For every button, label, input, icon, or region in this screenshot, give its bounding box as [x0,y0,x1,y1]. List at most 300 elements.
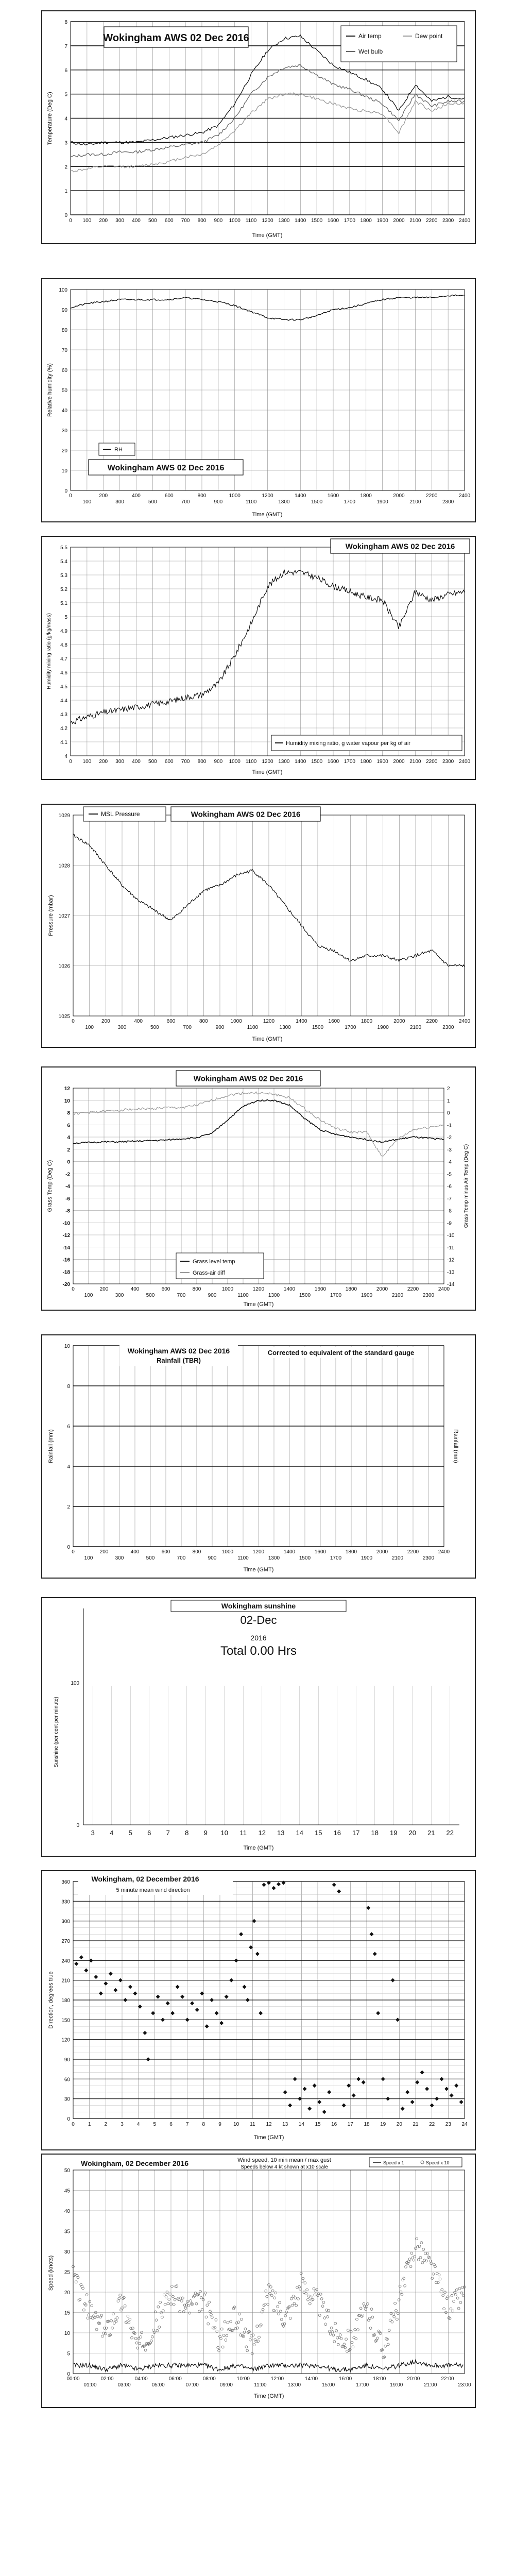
wspd-xtick: 03:00 [117,2382,131,2388]
wspd-point-x10 [207,2323,210,2325]
wdir-point [205,2024,209,2028]
wspd-point-x10 [135,2342,138,2344]
wdir-subtitle: 5 minute mean wind direction [116,1887,190,1893]
wspd-point-x10 [159,2301,162,2303]
grass-xtick: 1000 [221,1286,234,1292]
temp-xtick: 2100 [409,218,421,224]
wspd-point-x10 [157,2306,160,2308]
wspd-point-x10 [384,2345,387,2347]
sun-xtick: 17 [352,1829,360,1837]
temp-xtick: 900 [214,218,223,224]
wspd-point-x10 [409,2265,412,2268]
rh-xtick: 1100 [245,499,257,505]
grass-xtick: 2300 [422,1293,435,1298]
wspd-point-x10 [451,2294,453,2297]
rain-xtick: 1100 [237,1555,249,1561]
wdir-point [450,2093,454,2097]
temp-xtick: 1200 [262,218,273,224]
rain-ytick: 10 [64,1344,70,1349]
rh-xtick: 2100 [409,499,421,505]
wspd-legend-label: Speed x 1 [383,2160,404,2165]
wdir-point [234,1958,238,1962]
rain-xtick: 800 [192,1549,201,1555]
temp-xtick: 1900 [376,218,388,224]
mix-ytick: 4.9 [60,629,67,634]
wspd-point-x10 [210,2313,213,2316]
wspd-point-x10 [345,2338,348,2341]
mix-ytick: 5 [64,615,67,620]
mix-xtick: 700 [181,759,190,765]
wdir-point [362,2080,366,2084]
wspd-point-x10 [200,2296,203,2299]
wspd-point-x10 [266,2295,268,2298]
pres-xtick: 2100 [409,1025,422,1030]
rh-ytick: 0 [64,488,67,494]
wdir-point [288,2103,292,2107]
grass-ytick: -16 [62,1257,70,1263]
grass-xtick: 2100 [391,1293,404,1298]
wspd-xtick: 04:00 [134,2376,148,2382]
grass-ytick: -4 [65,1184,70,1190]
rh-xtick: 1600 [327,493,339,499]
rh-ytick: 50 [61,388,67,394]
grass-xtick: 800 [192,1286,201,1292]
wdir-point [133,1991,137,1995]
wspd-point-x10 [455,2294,457,2296]
sun-ylabel: Sunshine (per cent per minute) [54,1697,59,1768]
wdir-point [219,2021,224,2025]
wdir-point [190,2001,194,2005]
temp-ytick: 1 [64,189,67,195]
sun-xtick: 11 [239,1829,247,1837]
pres-xtick: 1000 [230,1019,242,1024]
wdir-point [118,1978,123,1982]
temp-xtick: 600 [164,218,174,224]
wspd-point-x10 [388,2329,390,2332]
wdir-ytick: 300 [61,1919,70,1925]
wind-direction-chart [42,1871,475,2149]
wdir-point [180,1995,184,1999]
wspd-point-x10 [127,2315,129,2317]
grass-xtick: 2400 [438,1286,450,1292]
pres-xtick: 1800 [360,1019,373,1024]
wspd-point-x10 [158,2326,161,2329]
wdir-point [215,2011,219,2015]
wspd-point-x10 [297,2298,300,2300]
mix-legend-label: Humidity mixing ratio, g water vapour per kg of air [286,740,411,747]
sun-xtick: 16 [333,1829,341,1837]
sun-year: 2016 [250,1634,267,1642]
wspd-point-x10 [334,2322,337,2325]
wdir-point [293,2077,297,2081]
rain-xtick: 1900 [360,1555,373,1561]
wspd-ytick: 40 [64,2209,70,2214]
wdir-xtick: 16 [331,2122,337,2127]
wdir-point [307,2107,312,2111]
grass-ytick-right: -5 [447,1172,452,1178]
pres-xtick: 800 [199,1019,208,1024]
wdir-point [322,2110,327,2114]
mix-ytick: 4.7 [60,656,67,662]
pres-xtick: 1500 [312,1025,324,1030]
temp-xlabel: Time (GMT) [252,232,283,239]
rh-xtick: 0 [69,493,72,499]
wspd-point-x10 [439,2278,441,2280]
sun-total: Total 0.00 Hrs [220,1644,297,1658]
rh-xtick: 2400 [458,493,471,499]
wspd-ytick: 20 [64,2290,70,2296]
wspd-point-x10 [96,2315,99,2318]
wdir-point [298,2097,302,2101]
pres-title: Wokingham AWS 02 Dec 2016 [191,810,301,819]
sun-xtick: 18 [371,1829,379,1837]
grass-ytick: -8 [65,1208,70,1214]
wspd-point-x10 [331,2331,334,2333]
rain-xtick: 300 [115,1555,124,1561]
pres-ytick: 1026 [58,963,70,970]
sun-ytick: 100 [71,1681,79,1686]
wdir-point [454,2083,458,2088]
rh-xtick: 1700 [344,499,355,505]
wspd-ytick: 15 [64,2310,70,2316]
wdir-ytick: 30 [64,2096,70,2103]
temp-ytick: 2 [64,164,67,171]
pres-xtick: 900 [215,1025,225,1030]
grass-temp-chart-panel [41,1066,476,1311]
wdir-ytick: 270 [61,1939,70,1944]
wspd-xtick: 06:00 [168,2376,182,2382]
wspd-point-x10 [280,2318,283,2321]
rh-xtick: 400 [132,493,141,499]
rain-xtick: 2100 [391,1555,404,1561]
wspd-point-x10 [300,2272,302,2275]
wdir-point [249,1945,253,1950]
wspd-point-x10 [261,2311,263,2313]
wdir-point [225,1995,229,1999]
wspd-point-x10 [294,2297,297,2299]
wdir-point [370,1932,374,1936]
rain-ylabel-right: Rainfall (mm) [453,1429,459,1463]
wspd-ytick: 30 [64,2249,70,2255]
rain-title: Wokingham AWS 02 Dec 2016 [127,1347,230,1355]
rain-ylabel: Rainfall (mm) [48,1429,54,1463]
rh-xlabel: Time (GMT) [252,512,283,518]
mix-xtick: 400 [132,759,141,765]
temp-legend-label: Air temp [358,32,382,40]
temp-ytick: 7 [64,43,67,49]
sun-xtick: 8 [185,1829,189,1837]
grass-legend-label: Grass-air diff [193,1270,225,1276]
rain-xtick: 2000 [376,1549,388,1555]
wspd-point-x10 [431,2277,434,2280]
wspd-point-x10 [313,2287,315,2290]
wspd-point-x10 [245,2346,248,2348]
wspd-point-x10 [279,2301,281,2304]
wspd-point-x10 [199,2290,202,2293]
temp-xtick: 1700 [344,218,355,224]
mix-xtick: 2100 [409,759,421,765]
wspd-ytick: 5 [67,2351,70,2357]
wdir-xtick: 21 [413,2122,419,2127]
wspd-point-x10 [299,2288,301,2291]
wdir-ytick: 90 [64,2057,70,2063]
sun-xtick: 20 [408,1829,416,1837]
wspd-point-x10 [151,2335,154,2338]
temp-xtick: 1500 [311,218,323,224]
rh-xtick: 1900 [376,499,388,505]
grass-xtick: 2200 [407,1286,419,1292]
pres-xtick: 500 [150,1025,159,1030]
mix-ytick: 5.1 [60,601,67,606]
wdir-point [272,1886,276,1890]
temp-legend-label: Dew point [415,32,443,40]
sun-xtick: 4 [110,1829,114,1837]
temp-xtick: 1400 [295,218,306,224]
wspd-point-x10 [253,2344,255,2346]
wdir-point [415,2080,419,2084]
wdir-xtick: 0 [72,2122,75,2127]
pres-xtick: 0 [72,1019,75,1024]
mix-xtick: 0 [69,759,72,765]
grass-xtick: 300 [115,1293,124,1298]
wdir-xtick: 11 [250,2122,255,2127]
wind-speed-chart [42,2155,475,2407]
pres-xtick: 1700 [345,1025,356,1030]
pres-ytick: 1025 [58,1014,70,1020]
mix-ytick: 5.4 [60,559,67,565]
grass-xtick: 400 [130,1286,140,1292]
wspd-point-x10 [134,2337,137,2340]
wspd-point-x10 [82,2287,84,2290]
grass-ytick: -18 [62,1269,70,1276]
pres-xtick: 1900 [377,1025,389,1030]
temp-xtick: 1800 [360,218,372,224]
wdir-ytick: 330 [61,1899,70,1905]
wspd-point-x10 [131,2336,133,2339]
mix-xtick: 500 [148,759,157,765]
wspd-point-x10 [269,2286,272,2289]
sunshine-chart-panel [41,1597,476,1857]
wspd-ytick: 35 [64,2229,70,2235]
wdir-point [166,2001,170,2005]
wdir-point [347,2083,351,2088]
wspd-point-x10 [408,2258,411,2261]
wdir-xtick: 19 [380,2122,386,2127]
wdir-point [366,1906,370,1910]
wspd-point-x10 [420,2242,423,2244]
grass-xtick: 600 [161,1286,170,1292]
rh-title: Wokingham AWS 02 Dec 2016 [107,464,225,472]
wspd-point-x10 [293,2302,296,2305]
grass-xtick: 700 [177,1293,186,1298]
wdir-xtick: 18 [364,2122,370,2127]
wspd-legend-label: Speed x 10 [426,2160,450,2165]
mix-ytick: 4.3 [60,712,67,718]
pressure-chart [42,805,475,1047]
grass-xtick: 2000 [376,1286,388,1292]
wspd-point-x10 [88,2314,90,2316]
wspd-xtick: 00:00 [66,2376,80,2382]
wdir-point [128,1985,132,1989]
temp-ytick: 6 [64,67,67,74]
wspd-point-x10 [153,2331,156,2334]
rh-xtick: 200 [99,493,108,499]
wspd-point-x10 [265,2290,267,2293]
wspd-point-x10 [323,2317,326,2319]
wspd-point-x10 [393,2315,396,2318]
pres-xtick: 700 [183,1025,192,1030]
pres-ytick: 1028 [58,863,70,869]
rh-xtick: 1800 [360,493,372,499]
wdir-point [373,1952,377,1956]
temp-xtick: 2200 [426,218,438,224]
wspd-point-x10 [284,2314,287,2317]
wspd-point-x10 [363,2302,365,2305]
wspd-point-x10 [240,2318,243,2321]
pres-xlabel: Time (GMT) [252,1036,283,1042]
wspd-xtick: 16:00 [339,2376,352,2382]
wspd-point-x10 [225,2339,227,2342]
wspd-point-x10 [308,2302,311,2305]
wspd-point-x10 [186,2300,189,2303]
wdir-xtick: 10 [233,2122,239,2127]
wspd-point-x10 [329,2333,332,2335]
wspd-ytick: 10 [64,2331,70,2336]
temp-ytick: 0 [64,213,67,218]
wdir-point [146,2057,150,2061]
rh-xtick: 300 [115,499,124,505]
wdir-ylabel: Direction, degrees true [48,1971,54,2029]
pres-ytick: 1029 [58,813,70,819]
wdir-point [303,2087,307,2091]
pres-ylabel: Pressure (mbar) [48,895,54,936]
wdir-xtick: 1 [88,2122,91,2127]
mix-ylabel: Humidity mixing ratio (g/kg/mass) [46,613,52,689]
rh-xtick: 800 [197,493,207,499]
grass-ytick-right: -9 [447,1221,452,1227]
wspd-point-x10 [413,2259,415,2261]
rain-xtick: 0 [72,1549,75,1555]
rain-xtick: 1700 [330,1555,342,1561]
wdir-xtick: 23 [445,2122,451,2127]
wdir-point [99,1991,103,1995]
wspd-point-x10 [387,2343,389,2346]
wspd-point-x10 [91,2304,93,2307]
wspd-xtick: 05:00 [151,2382,165,2388]
wspd-point-x10 [174,2298,176,2301]
wdir-point [332,1883,336,1887]
wspd-point-x10 [272,2309,275,2312]
pres-xtick: 300 [117,1025,127,1030]
wspd-ytick: 50 [64,2168,70,2174]
wspd-point-x10 [276,2310,278,2312]
mix-xtick: 600 [164,759,174,765]
wspd-point-x10 [85,2294,88,2296]
wspd-point-x10 [184,2307,187,2310]
wspd-xtick: 10:00 [236,2376,250,2382]
pres-xtick: 200 [101,1019,110,1024]
wdir-point [430,2103,434,2107]
rain-xtick: 900 [208,1555,217,1561]
wspd-point-x10 [350,2330,352,2333]
mix-xtick: 1900 [376,759,388,765]
wspd-point-x10 [351,2341,353,2344]
grass-ytick-right: -3 [447,1147,452,1153]
wspd-point-x10 [206,2304,209,2307]
wdir-point [283,2090,287,2094]
wdir-point [327,2090,331,2094]
temp-xtick: 700 [181,218,190,224]
grass-xtick: 1900 [360,1293,373,1298]
wspd-point-x10 [141,2331,143,2334]
wspd-point-x10 [202,2298,204,2301]
wspd-point-x10 [328,2330,331,2333]
wspd-point-x10 [156,2329,159,2332]
mix-xtick: 2400 [458,759,471,765]
wspd-point-x10 [304,2282,306,2284]
wdir-ytick: 210 [61,1978,70,1984]
wspd-point-x10 [376,2337,379,2340]
wspd-point-x10 [356,2318,358,2320]
wspd-point-x10 [432,2273,435,2275]
wspd-xtick: 14:00 [305,2376,318,2382]
pres-xtick: 600 [166,1019,176,1024]
wspd-xtick: 01:00 [83,2382,97,2388]
grass-ytick: -20 [62,1282,70,1287]
wspd-point-x10 [140,2336,142,2338]
mix-xtick: 2200 [426,759,438,765]
grass-xtick: 0 [72,1286,75,1292]
wspd-xtick: 12:00 [271,2376,284,2382]
mix-xtick: 1000 [229,759,241,765]
wspd-xtick: 17:00 [356,2382,369,2388]
wdir-ytick: 360 [61,1879,70,1885]
wspd-xtick: 02:00 [100,2376,114,2382]
wspd-point-x10 [171,2295,174,2298]
grass-ytick-right: -2 [447,1135,452,1141]
rh-xtick: 900 [214,499,223,505]
wspd-point-x10 [455,2289,458,2291]
wdir-point [435,2097,439,2101]
mix-xtick: 1300 [278,759,290,765]
temp-ytick: 3 [64,140,67,146]
grass-ytick: -10 [62,1221,70,1227]
grass-xlabel: Time (GMT) [243,1301,274,1308]
sun-xtick: 10 [220,1829,228,1837]
wspd-point-x10 [221,2346,224,2348]
pres-xtick: 100 [85,1025,94,1030]
wspd-point-x10 [277,2306,279,2308]
wspd-point-x10 [168,2298,170,2300]
wdir-point [401,2107,405,2111]
wspd-point-x10 [327,2316,329,2318]
mix-ytick: 4.1 [60,740,67,745]
grass-ylabel: Grass Temp (Deg C) [47,1160,53,1212]
grass-xtick: 1400 [283,1286,296,1292]
grass-ytick: 12 [64,1086,70,1092]
grass-xtick: 1800 [345,1286,357,1292]
mix-xtick: 200 [99,759,108,765]
rh-ytick: 90 [61,308,67,313]
wdir-point [259,2011,263,2015]
grass-ytick: 2 [67,1147,70,1153]
wspd-point-x10 [290,2297,293,2300]
wspd-point-x10 [181,2300,183,2302]
wspd-point-x10 [190,2300,192,2302]
mix-xtick: 1200 [262,759,273,765]
wspd-point-x10 [459,2301,462,2304]
temperature-chart [42,11,475,243]
